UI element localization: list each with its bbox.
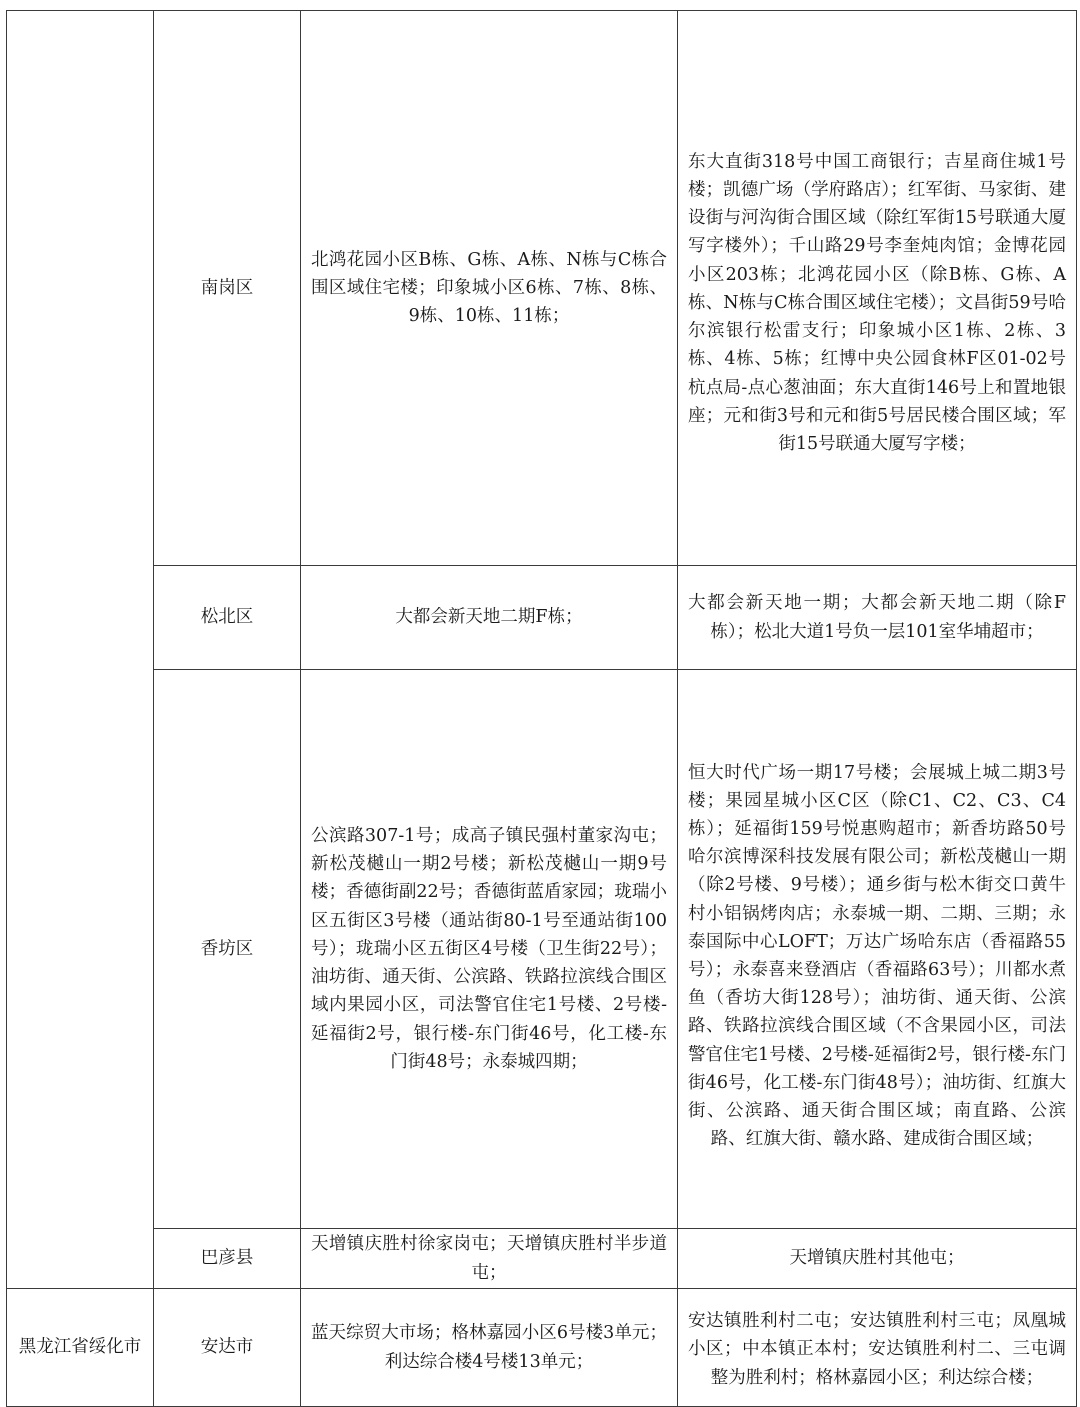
city-cell bbox=[7, 11, 154, 1289]
risk-area-table bbox=[6, 10, 1077, 1407]
city-cell: 黑龙江省绥化市 bbox=[7, 1289, 154, 1407]
low-risk-area-cell: 天增镇庆胜村其他屯； bbox=[678, 1229, 1077, 1289]
medium-risk-area-cell: 北鸿花园小区B栋、G栋、A栋、N栋与C栋合围区域住宅楼；印象城小区6栋、7栋、8栋、9栋、10栋、11栋； bbox=[301, 11, 678, 566]
medium-risk-area-cell: 蓝天综贸大市场；格林嘉园小区6号楼3单元；利达综合楼4号楼13单元； bbox=[301, 1289, 678, 1407]
district-cell: 松北区 bbox=[154, 566, 301, 670]
medium-risk-area-cell: 天增镇庆胜村徐家岗屯；天增镇庆胜村半步道屯； bbox=[301, 1229, 678, 1289]
district-cell: 南岗区 bbox=[154, 11, 301, 566]
low-risk-area-cell: 东大直街318号中国工商银行；吉星商住城1号楼；凯德广场（学府路店）；红军街、马家街、建设街与河沟街合围区域（除红军街15号联通大厦写字楼外）；千山路29号李奎炖肉馆；金博花园小区203栋；北鸿花园小区（除B栋、G栋、A栋、N栋与C栋合围区域住宅楼）；文昌街59号哈尔滨银行松雷支行；印象城小区1栋、2栋、3栋、4栋、5栋；红博中央公园食林F区01-02号杭点局-点心葱油面；东大直街146号上和置地银座；元和街3号和元和街5号居民楼合围区域；军街15号联通大厦写字楼； bbox=[678, 11, 1077, 566]
table-row bbox=[7, 1289, 1077, 1407]
table-row bbox=[7, 566, 1077, 670]
table-row bbox=[7, 670, 1077, 1229]
low-risk-area-cell: 安达镇胜利村二屯；安达镇胜利村三屯；凤凰城小区；中本镇正本村；安达镇胜利村二、三屯调整为胜利村；格林嘉园小区；利达综合楼； bbox=[678, 1289, 1077, 1407]
medium-risk-area-cell: 公滨路307-1号；成高子镇民强村董家沟屯；新松茂樾山一期2号楼；新松茂樾山一期9号楼；香德街副22号；香德街蓝盾家园；珑瑞小区五街区3号楼（通站街80-1号至通站街100号）；珑瑞小区五街区4号楼（卫生街22号）；油坊街、通天街、公滨路、铁路拉滨线合围区域内果园小区，司法警官住宅1号楼、2号楼-延福街2号，银行楼-东门街46号，化工楼-东门街48号；永泰城四期； bbox=[301, 670, 678, 1229]
table-row bbox=[7, 1229, 1077, 1289]
low-risk-area-cell: 恒大时代广场一期17号楼；会展城上城二期3号楼；果园星城小区C区（除C1、C2、C3、C4栋）；延福街159号悦惠购超市；新香坊路50号哈尔滨博深科技发展有限公司；新松茂樾山一期（除2号楼、9号楼）；通乡街与松木街交口黄牛村小铝锅烤肉店；永泰城一期、二期、三期；永泰国际中心LOFT；万达广场哈东店（香福路55号）；永泰喜来登酒店（香福路63号）；川都水煮鱼（香坊大街128号）；油坊街、通天街、公滨路、铁路拉滨线合围区域（不含果园小区，司法警官住宅1号楼、2号楼-延福街2号，银行楼-东门街46号，化工楼-东门街48号）；油坊街、红旗大街、公滨路、通天街合围区域；南直路、公滨路、红旗大街、赣水路、建成街合围区域； bbox=[678, 670, 1077, 1229]
district-cell: 巴彦县 bbox=[154, 1229, 301, 1289]
district-cell: 香坊区 bbox=[154, 670, 301, 1229]
medium-risk-area-cell: 大都会新天地二期F栋； bbox=[301, 566, 678, 670]
table-row bbox=[7, 11, 1077, 566]
district-cell: 安达市 bbox=[154, 1289, 301, 1407]
low-risk-area-cell: 大都会新天地一期；大都会新天地二期（除F栋）；松北大道1号负一层101室华埔超市； bbox=[678, 566, 1077, 670]
